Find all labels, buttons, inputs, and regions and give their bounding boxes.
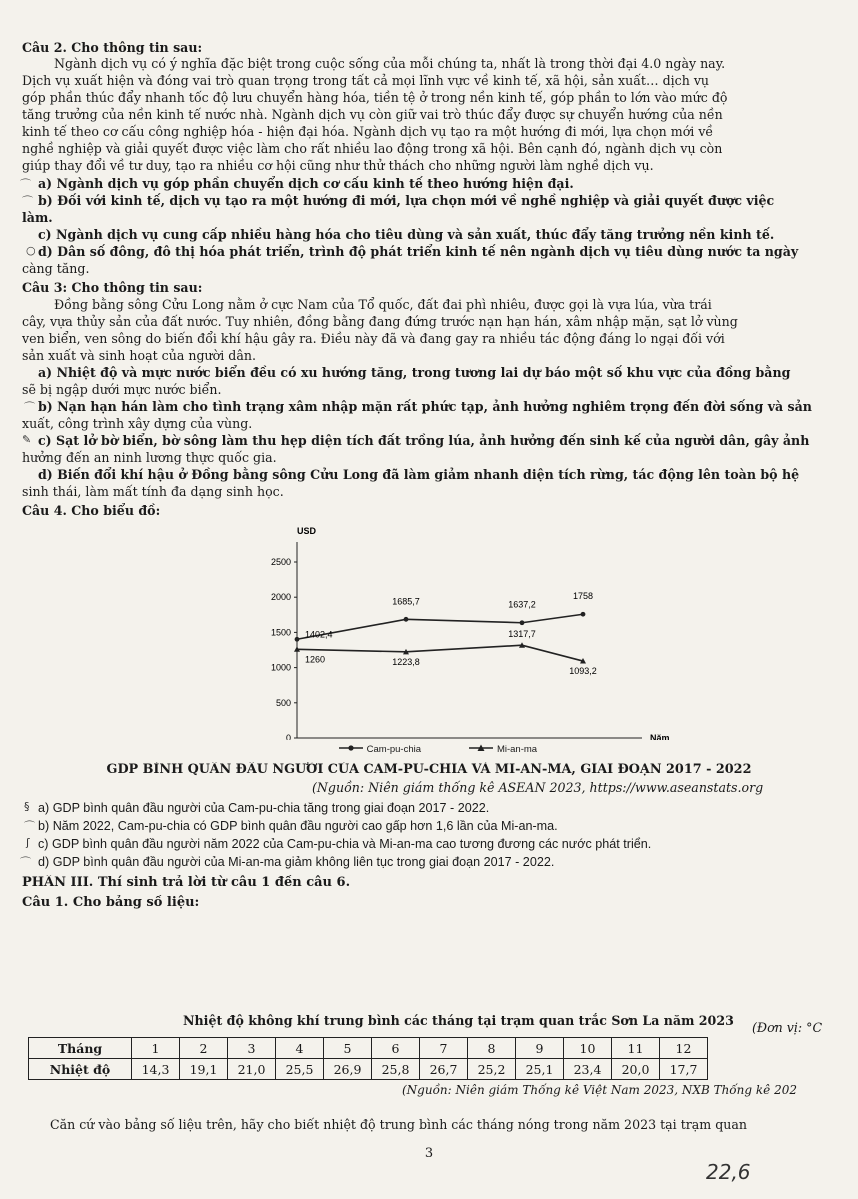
legend-line-icon	[468, 744, 494, 752]
table-cell: 25,8	[372, 1059, 420, 1080]
q2-para-line: Ngành dịch vụ có ý nghĩa đặc biệt trong cuộc sống của mỗi chúng ta, nhất là trong thời đại 4.0 ngày nay.	[54, 56, 726, 71]
q2-para-line: tăng trưởng của nền kinh tế nước nhà. Ngành dịch vụ còn giữ vai trò thúc đẩy được sự chuyển hướng của nền	[22, 107, 723, 122]
x-axis-label: Năm	[650, 733, 670, 740]
page-number: 3	[424, 1146, 434, 1161]
pencil-mark-icon: ʃ	[26, 836, 30, 849]
table-cell: 26,7	[420, 1059, 468, 1080]
table-cell: 25,5	[276, 1059, 324, 1080]
data-label: 1758	[572, 591, 594, 602]
table-row	[29, 1038, 708, 1059]
q2-para-line: giúp thay đổi về tư duy, tạo ra nhiều cơ hội cũng như thử thách cho những người làm nghề dịch vụ.	[22, 158, 654, 173]
table-cell: 25,2	[468, 1059, 516, 1080]
q3-para-line: Đồng bằng sông Cửu Long nằm ở cực Nam của Tổ quốc, đất đai phì nhiêu, được gọi là vựa lúa, vừa trái	[54, 297, 712, 312]
q4-title: Câu 4. Cho biểu đồ:	[22, 503, 161, 518]
y-axis-label: USD	[297, 526, 317, 536]
gdp-line-chart	[240, 520, 680, 740]
q4-option-b[interactable]: b) Năm 2022, Cam-pu-chia có GDP bình quân đầu người cao gấp hơn 1,6 lần của Mi-an-ma.	[38, 819, 558, 833]
q2-option-d[interactable]: d) Dân số đông, đô thị hóa phát triển, trình độ phát triển kinh tế nên ngành dịch vụ tiêu dùng nước ta ngày	[38, 244, 799, 259]
table-cell: 23,4	[564, 1059, 612, 1080]
data-label: 1260	[305, 654, 326, 665]
q3-option-c-cont: hưởng đến an ninh lương thực quốc gia.	[22, 450, 277, 465]
q2-para-line: nghề nghiệp và giải quyết được việc làm cho rất nhiều lao động trong xã hội. Bên cạnh đó, ngành dịch vụ còn	[22, 141, 723, 156]
y-tick-label: 2000	[270, 592, 291, 603]
table-unit: (Đơn vị: °C	[752, 1020, 823, 1035]
table-title: Nhiệt độ không khí trung bình các tháng tại trạm quan trắc Sơn La năm 2023	[183, 1013, 734, 1028]
table-cell: 10	[564, 1038, 612, 1059]
pencil-mark-icon: ⌒	[22, 195, 33, 208]
data-label: 1685,7	[392, 596, 420, 607]
part3-q1-question: Căn cứ vào bảng số liệu trên, hãy cho biết nhiệt độ trung bình các tháng nóng trong năm 2023 tại trạm quan	[50, 1117, 748, 1132]
data-label: 1402,4	[305, 629, 333, 640]
y-tick-label: 1000	[270, 662, 291, 673]
table-cell: 8	[468, 1038, 516, 1059]
q3-option-a[interactable]: a) Nhiệt độ và mực nước biển đều có xu hướng tăng, trong tương lai dự báo một số khu vực của đồng bằng	[38, 365, 791, 380]
table-header-cell: Tháng	[29, 1038, 132, 1059]
q4-option-c[interactable]: c) GDP bình quân đầu người năm 2022 của Cam-pu-chia và Mi-an-ma cao tương đương các nước phát triển.	[38, 837, 652, 851]
pencil-mark-icon: ⌒	[20, 856, 31, 869]
table-cell: 7	[420, 1038, 468, 1059]
q3-option-b[interactable]: b) Nạn hạn hán làm cho tình trạng xâm nhập mặn rất phức tạp, ảnh hưởng nghiêm trọng đến đời sống và sản	[38, 399, 812, 414]
y-tick-label: 2500	[270, 557, 291, 567]
table-cell: 14,3	[132, 1059, 180, 1080]
series-line-myanmar	[297, 645, 583, 661]
table-cell: 11	[612, 1038, 660, 1059]
q4-option-d[interactable]: d) GDP bình quân đầu người của Mi-an-ma giảm không liên tục trong giai đoạn 2017 - 2022.	[38, 855, 555, 869]
y-tick-label: 1500	[270, 627, 291, 638]
table-source: (Nguồn: Niên giám Thống kê Việt Nam 2023, NXB Thống kê 202	[402, 1083, 797, 1097]
table-cell: 25,1	[516, 1059, 564, 1080]
table-cell: 3	[228, 1038, 276, 1059]
q2-para-line: Dịch vụ xuất hiện và đóng vai trò quan trọng trong tất cả mọi lĩnh vực về kinh tế, xã hội, sản xuất… dịch vụ	[22, 73, 710, 88]
q2-option-c[interactable]: c) Ngành dịch vụ cung cấp nhiều hàng hóa cho tiêu dùng và sản xuất, thúc đẩy tăng trưởng nền kinh tế.	[38, 227, 775, 242]
table-cell: 5	[324, 1038, 372, 1059]
y-tick-label: 500	[275, 697, 291, 708]
series-line-cambodia	[297, 614, 583, 639]
data-point-cambodia	[581, 612, 586, 617]
pencil-mark-icon: ○	[26, 244, 36, 257]
q3-option-d-cont: sinh thái, làm mất tính đa dạng sinh học.	[22, 484, 284, 499]
table-cell: 1	[132, 1038, 180, 1059]
table-cell: 17,7	[660, 1059, 708, 1080]
q3-option-a-cont: sẽ bị ngập dưới mực nước biển.	[22, 382, 222, 397]
pencil-mark-icon: §	[24, 800, 30, 813]
pencil-mark-icon: ⌒	[24, 820, 35, 833]
table-cell: 2	[180, 1038, 228, 1059]
pencil-mark-icon: ⌒	[20, 178, 31, 191]
q3-option-b-cont: xuất, công trình xây dựng của vùng.	[22, 416, 253, 431]
data-label: 1317,7	[508, 629, 536, 640]
q2-title: Câu 2. Cho thông tin sau:	[22, 40, 203, 55]
chart-caption: GDP BÌNH QUÂN ĐẦU NGƯỜI CỦA CAM-PU-CHIA VÀ MI-AN-MA, GIAI ĐOẠN 2017 - 2022	[106, 762, 752, 777]
table-cell: 4	[276, 1038, 324, 1059]
table-cell: 20,0	[612, 1059, 660, 1080]
part3-title: PHẦN III. Thí sinh trả lời từ câu 1 đến câu 6.	[22, 875, 351, 890]
q3-para-line: ven biển, ven sông do biến đổi khí hậu gây ra. Điều này đã và đang gay ra nhiều tác động đáng lo ngại đối với	[22, 331, 725, 346]
legend-item-myanmar: Mi-an-ma	[468, 744, 537, 755]
table-cell: 19,1	[180, 1059, 228, 1080]
legend-line-icon	[338, 744, 364, 752]
table-cell: 26,9	[324, 1059, 372, 1080]
table-header-cell: Nhiệt độ	[29, 1059, 132, 1080]
handwritten-answer: 22,6	[706, 1160, 751, 1184]
q4-option-a[interactable]: a) GDP bình quân đầu người của Cam-pu-chia tăng trong giai đoạn 2017 - 2022.	[38, 801, 490, 815]
q3-title: Câu 3: Cho thông tin sau:	[22, 280, 203, 295]
data-label: 1223,8	[392, 656, 420, 667]
chart-source: (Nguồn: Niên giám thống kê ASEAN 2023, https://www.aseanstats.org	[312, 780, 764, 795]
data-label: 1637,2	[508, 599, 536, 610]
q2-para-line: kinh tế theo cơ cấu công nghiệp hóa - hiện đại hóa. Ngành dịch vụ tạo ra một hướng đi mới, lựa chọn mới về	[22, 124, 714, 139]
pencil-mark-icon: ✎	[22, 433, 32, 446]
table-cell: 12	[660, 1038, 708, 1059]
q3-para-line: cây, vựa thủy sản của đất nước. Tuy nhiên, đồng bằng đang đứng trước nạn hạn hán, xâm nhập mặn, sạt lở vùng	[22, 314, 738, 329]
table-cell: 6	[372, 1038, 420, 1059]
q3-para-line: sản xuất và sinh hoạt của người dân.	[22, 348, 256, 363]
data-point-cambodia	[295, 637, 300, 642]
table-cell: 9	[516, 1038, 564, 1059]
q3-option-d[interactable]: d) Biến đổi khí hậu ở Đồng bằng sông Cửu Long đã làm giảm nhanh diện tích rừng, tác động lên toàn bộ hệ	[38, 467, 800, 482]
pencil-mark-icon: ⌒	[24, 401, 35, 414]
q3-option-c[interactable]: c) Sạt lở bờ biển, bờ sông làm thu hẹp diện tích đất trồng lúa, ảnh hưởng đến sinh kế của người dân, gây ảnh	[38, 433, 810, 448]
q2-option-a[interactable]: a) Ngành dịch vụ góp phần chuyển dịch cơ cấu kinh tế theo hướng hiện đại.	[38, 176, 574, 191]
q2-option-d-cont: càng tăng.	[22, 261, 90, 276]
table-row	[29, 1059, 708, 1080]
q2-option-b-cont: làm.	[22, 210, 53, 225]
y-tick-label: 0	[285, 733, 291, 740]
table-cell: 21,0	[228, 1059, 276, 1080]
legend-item-cambodia: Cam-pu-chia	[338, 744, 424, 755]
chart-legend	[338, 744, 537, 755]
data-point-cambodia	[520, 620, 525, 625]
data-label: 1093,2	[569, 666, 597, 677]
q2-option-b[interactable]: b) Đối với kinh tế, dịch vụ tạo ra một hướng đi mới, lựa chọn mới về nghề nghiệp và giải quyết được việc	[38, 193, 775, 208]
q2-para-line: góp phần thúc đẩy nhanh tốc độ lưu chuyển hàng hóa, tiền tệ ở trong nền kinh tế, góp phần to lớn vào mức độ	[22, 90, 728, 105]
part3-q1-title: Câu 1. Cho bảng số liệu:	[22, 895, 200, 910]
data-point-cambodia	[404, 617, 409, 622]
temperature-table	[28, 1037, 708, 1080]
